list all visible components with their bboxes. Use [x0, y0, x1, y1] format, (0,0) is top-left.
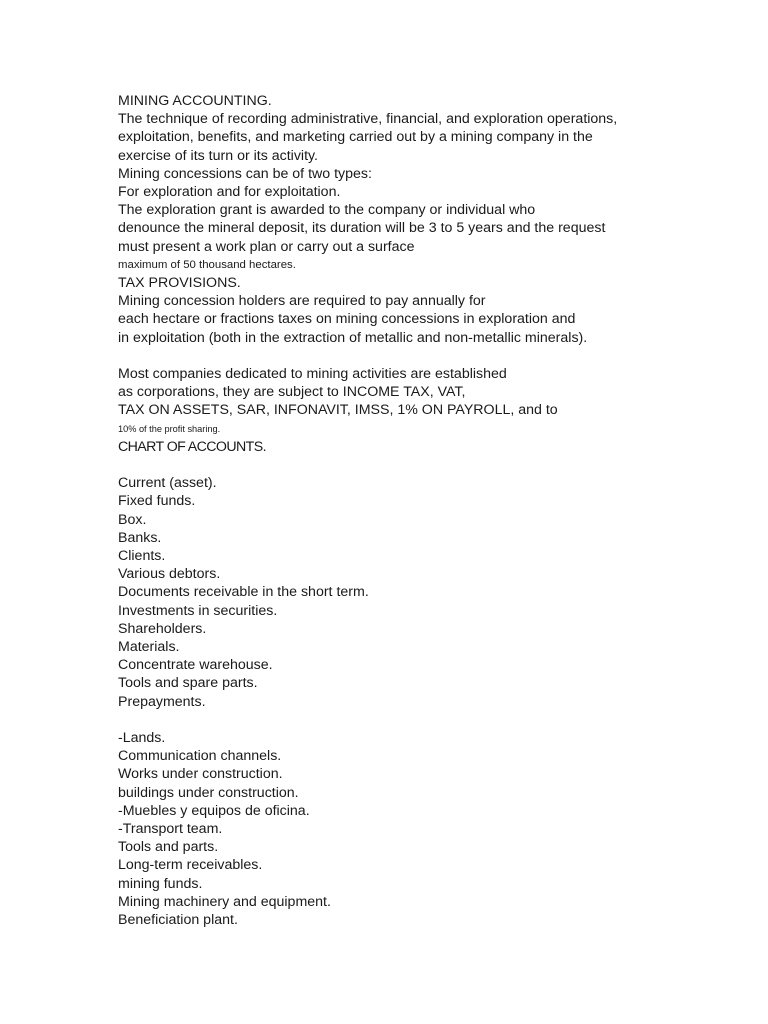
account-item: Materials.	[118, 639, 180, 656]
paragraph-line: exploitation, benefits, and marketing carried out by a mining company in the	[118, 129, 593, 146]
small-note-line: maximum of 50 thousand hectares.	[118, 258, 296, 271]
blank-line	[118, 347, 738, 365]
account-item: buildings under construction.	[118, 784, 299, 801]
account-item: Various debtors.	[118, 566, 221, 583]
account-item: Fixed funds.	[118, 493, 196, 510]
account-item: Beneficiation plant.	[118, 912, 238, 929]
paragraph-line: exercise of its turn or its activity.	[118, 147, 318, 164]
account-item: Works under construction.	[118, 766, 283, 783]
paragraph-line: denounce the mineral deposit, its duration will be 3 to 5 years and the request	[118, 220, 606, 237]
paragraph-line: as corporations, they are subject to INCOME TAX, VAT,	[118, 384, 466, 401]
account-item: Long-term receivables.	[118, 857, 263, 874]
paragraph-line: Most companies dedicated to mining activities are established	[118, 366, 507, 383]
account-item: Clients.	[118, 548, 166, 565]
blank-line	[118, 456, 738, 474]
tiny-note-line: 10% of the profit sharing.	[118, 423, 221, 434]
paragraph-line: in exploitation (both in the extraction of metallic and non-metallic minerals).	[118, 329, 588, 346]
account-item: Concentrate warehouse.	[118, 657, 273, 674]
account-item: Documents receivable in the short term.	[118, 584, 369, 601]
account-item: Tools and parts.	[118, 839, 219, 856]
paragraph-line: The exploration grant is awarded to the company or individual who	[118, 202, 536, 219]
account-item: Banks.	[118, 529, 162, 546]
account-item: Communication channels.	[118, 748, 282, 765]
paragraph-line: must present a work plan or carry out a surface	[118, 238, 415, 255]
paragraph-line: The technique of recording administrative, financial, and exploration operations,	[118, 111, 618, 128]
account-item: Current (asset).	[118, 475, 217, 492]
account-item: -Lands.	[118, 730, 166, 747]
account-item: Investments in securities.	[118, 602, 278, 619]
section-heading-mining-accounting: MINING ACCOUNTING.	[118, 93, 272, 109]
paragraph-line: each hectare or fractions taxes on mining concessions in exploration and	[118, 311, 576, 328]
account-item: Tools and spare parts.	[118, 675, 258, 692]
account-item: Shareholders.	[118, 620, 207, 637]
account-item: Mining machinery and equipment.	[118, 893, 331, 910]
section-heading-chart-of-accounts: CHART OF ACCOUNTS.	[118, 438, 266, 455]
account-item: mining funds.	[118, 875, 203, 892]
paragraph-line: Mining concessions can be of two types:	[118, 165, 372, 182]
account-item: -Muebles y equipos de oficina.	[118, 802, 310, 819]
paragraph-line: For exploration and for exploitation.	[118, 184, 341, 201]
paragraph-line: Mining concession holders are required to pay annually for	[118, 293, 486, 310]
account-item: Box.	[118, 511, 147, 528]
paragraph-line: TAX ON ASSETS, SAR, INFONAVIT, IMSS, 1% ON PAYROLL, and to	[118, 402, 558, 419]
section-heading-tax-provisions: TAX PROVISIONS.	[118, 275, 241, 292]
document-body	[118, 92, 738, 929]
blank-line	[118, 711, 738, 729]
account-item: -Transport team.	[118, 821, 223, 838]
account-item: Prepayments.	[118, 693, 206, 710]
